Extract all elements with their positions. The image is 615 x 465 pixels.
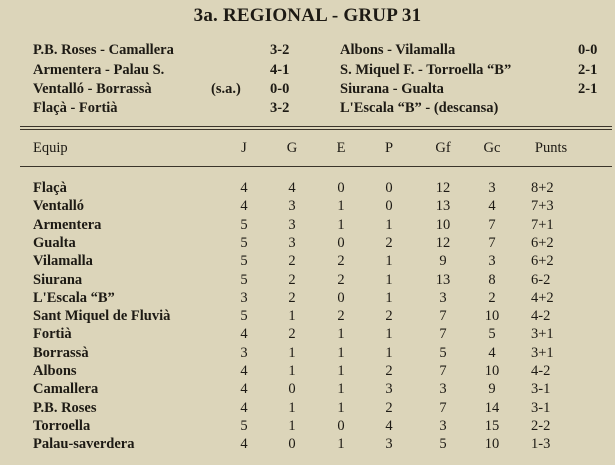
result-note: (s.a.) <box>211 81 241 97</box>
cell-p: 1 <box>385 289 393 306</box>
result-score: 2-1 <box>578 81 598 97</box>
result-left-3 <box>33 81 152 98</box>
cell-j: 5 <box>240 417 248 434</box>
cell-gc: 7 <box>488 216 496 233</box>
cell-e: 0 <box>337 234 345 251</box>
result-match: L'Escala “B” - (descansa) <box>340 100 499 116</box>
result-match: Siurana - Gualta <box>340 81 444 97</box>
cell-punts: 3-1 <box>531 399 551 416</box>
cell-team: Gualta <box>33 234 76 251</box>
cell-p: 2 <box>385 399 393 416</box>
cell-team: Albons <box>33 363 77 379</box>
cell-p: 2 <box>385 363 393 379</box>
result-score: 0-0 <box>270 81 290 97</box>
cell-team: Torroella <box>33 417 91 434</box>
result-left-4 <box>33 100 118 117</box>
cell-team: Vilamalla <box>33 253 93 270</box>
cell-p: 4 <box>385 417 393 434</box>
cell-j: 4 <box>240 381 248 398</box>
cell-e: 0 <box>337 289 345 306</box>
cell-p: 1 <box>385 253 393 270</box>
table-header-rule <box>20 166 612 167</box>
cell-j: 3 <box>240 289 248 306</box>
cell-punts: 3+1 <box>531 326 554 343</box>
cell-gc: 4 <box>488 344 496 361</box>
cell-p: 1 <box>385 326 393 343</box>
result-match: Ventalló - Borrassà <box>33 81 152 97</box>
cell-j: 4 <box>240 399 248 416</box>
result-score: 3-2 <box>270 42 290 58</box>
cell-g: 1 <box>288 344 296 361</box>
cell-g: 1 <box>288 399 296 416</box>
cell-j: 5 <box>240 271 248 288</box>
cell-g: 3 <box>288 216 296 233</box>
cell-gc: 2 <box>488 289 496 306</box>
cell-g: 0 <box>288 436 296 453</box>
cell-e: 2 <box>337 308 345 325</box>
cell-team: L'Escala “B” <box>33 289 115 306</box>
result-right-3 <box>340 81 444 98</box>
cell-punts: 4-2 <box>531 363 551 379</box>
cell-punts: 7+3 <box>531 198 554 215</box>
cell-e: 0 <box>337 417 345 434</box>
result-left-2 <box>33 62 164 79</box>
cell-g: 3 <box>288 234 296 251</box>
cell-gc: 10 <box>484 436 500 453</box>
cell-team: Armentera <box>33 216 102 233</box>
cell-g: 2 <box>288 326 296 343</box>
cell-e: 1 <box>337 399 345 416</box>
header-gf: Gf <box>435 140 451 156</box>
cell-team: Siurana <box>33 271 83 288</box>
cell-p: 0 <box>385 198 393 215</box>
result-right-1 <box>340 42 455 59</box>
cell-gc: 8 <box>488 271 496 288</box>
cell-gf: 3 <box>439 289 447 306</box>
cell-j: 3 <box>240 344 248 361</box>
result-match: P.B. Roses - Camallera <box>33 42 174 58</box>
cell-g: 2 <box>288 253 296 270</box>
cell-punts: 3-1 <box>531 381 551 398</box>
cell-e: 1 <box>337 363 345 379</box>
result-match: Flaçà - Fortià <box>33 100 118 116</box>
cell-gf: 5 <box>439 344 447 361</box>
cell-gc: 3 <box>488 180 496 196</box>
cell-g: 3 <box>288 198 296 215</box>
cell-e: 1 <box>337 381 345 398</box>
cell-punts: 4-2 <box>531 308 551 325</box>
cell-g: 1 <box>288 308 296 325</box>
result-score: 4-1 <box>270 62 290 78</box>
cell-e: 1 <box>337 344 345 361</box>
cell-g: 4 <box>288 180 296 196</box>
cell-punts: 6+2 <box>531 234 554 251</box>
cell-p: 1 <box>385 344 393 361</box>
cell-gc: 10 <box>484 308 500 325</box>
cell-gc: 15 <box>484 417 500 434</box>
result-match: Armentera - Palau S. <box>33 62 165 78</box>
cell-e: 1 <box>337 326 345 343</box>
cell-team: Ventalló <box>33 198 85 215</box>
cell-j: 4 <box>240 198 248 215</box>
cell-p: 1 <box>385 271 393 288</box>
cell-g: 2 <box>288 289 296 306</box>
cell-j: 4 <box>240 180 248 196</box>
result-score: 2-1 <box>578 62 598 78</box>
cell-gf: 7 <box>439 308 447 325</box>
result-right-2 <box>340 62 511 79</box>
cell-j: 4 <box>240 436 248 453</box>
cell-p: 1 <box>385 216 393 233</box>
cell-j: 4 <box>240 363 248 379</box>
cell-team: Flaçà <box>33 180 67 196</box>
cell-punts: 2-2 <box>531 417 551 434</box>
header-g: G <box>286 140 298 156</box>
header-gc: Gc <box>483 140 501 156</box>
cell-gf: 12 <box>435 180 451 196</box>
cell-gc: 9 <box>488 381 496 398</box>
cell-j: 4 <box>240 326 248 343</box>
cell-j: 5 <box>240 216 248 233</box>
cell-team: Camallera <box>33 381 99 398</box>
cell-gf: 12 <box>435 234 451 251</box>
cell-team: P.B. Roses <box>33 399 97 416</box>
cell-team: Sant Miquel de Fluvià <box>33 308 171 325</box>
result-left-1 <box>33 42 174 59</box>
cell-e: 2 <box>337 253 345 270</box>
cell-gf: 3 <box>439 417 447 434</box>
cell-gf: 10 <box>435 216 451 233</box>
header-equip: Equip <box>33 140 68 156</box>
cell-gf: 7 <box>439 326 447 343</box>
result-score: 0-0 <box>578 42 598 58</box>
cell-g: 2 <box>288 271 296 288</box>
cell-p: 3 <box>385 381 393 398</box>
result-match: Albons - Vilamalla <box>340 42 456 58</box>
cell-e: 2 <box>337 271 345 288</box>
cell-p: 0 <box>385 180 393 196</box>
cell-gf: 7 <box>439 363 447 379</box>
cell-p: 2 <box>385 234 393 251</box>
cell-punts: 7+1 <box>531 216 554 233</box>
cell-gc: 7 <box>488 234 496 251</box>
cell-team: Palau-saverdera <box>33 436 135 453</box>
cell-punts: 8+2 <box>531 180 554 196</box>
cell-punts: 1-3 <box>531 436 551 453</box>
cell-e: 1 <box>337 216 345 233</box>
header-punts: Punts <box>534 140 568 156</box>
cell-punts: 6-2 <box>531 271 551 288</box>
result-match: S. Miquel F. - Torroella “B” <box>340 62 512 78</box>
cell-g: 1 <box>288 417 296 434</box>
cell-g: 1 <box>288 363 296 379</box>
cell-p: 2 <box>385 308 393 325</box>
cell-punts: 4+2 <box>531 289 554 306</box>
cell-gf: 13 <box>435 271 451 288</box>
cell-e: 1 <box>337 436 345 453</box>
cell-j: 5 <box>240 308 248 325</box>
cell-gf: 3 <box>439 381 447 398</box>
cell-team: Borrassà <box>33 344 89 361</box>
cell-g: 0 <box>288 381 296 398</box>
table-top-rule <box>20 126 612 130</box>
page-title: 3a. REGIONAL - GRUP 31 <box>193 5 422 26</box>
header-e: E <box>336 140 346 156</box>
cell-punts: 3+1 <box>531 344 554 361</box>
header-p: P <box>384 140 394 156</box>
cell-e: 1 <box>337 198 345 215</box>
cell-gc: 5 <box>488 326 496 343</box>
cell-gc: 14 <box>484 399 500 416</box>
cell-e: 0 <box>337 180 345 196</box>
cell-p: 3 <box>385 436 393 453</box>
cell-gf: 9 <box>439 253 447 270</box>
cell-gf: 5 <box>439 436 447 453</box>
cell-j: 5 <box>240 234 248 251</box>
cell-j: 5 <box>240 253 248 270</box>
header-j: J <box>241 140 247 156</box>
cell-gc: 3 <box>488 253 496 270</box>
cell-punts: 6+2 <box>531 253 554 270</box>
cell-gf: 13 <box>435 198 451 215</box>
cell-gc: 10 <box>484 363 500 379</box>
result-right-4 <box>340 100 498 117</box>
result-score: 3-2 <box>270 100 290 116</box>
cell-team: Fortià <box>33 326 72 343</box>
cell-gc: 4 <box>488 198 496 215</box>
cell-gf: 7 <box>439 399 447 416</box>
